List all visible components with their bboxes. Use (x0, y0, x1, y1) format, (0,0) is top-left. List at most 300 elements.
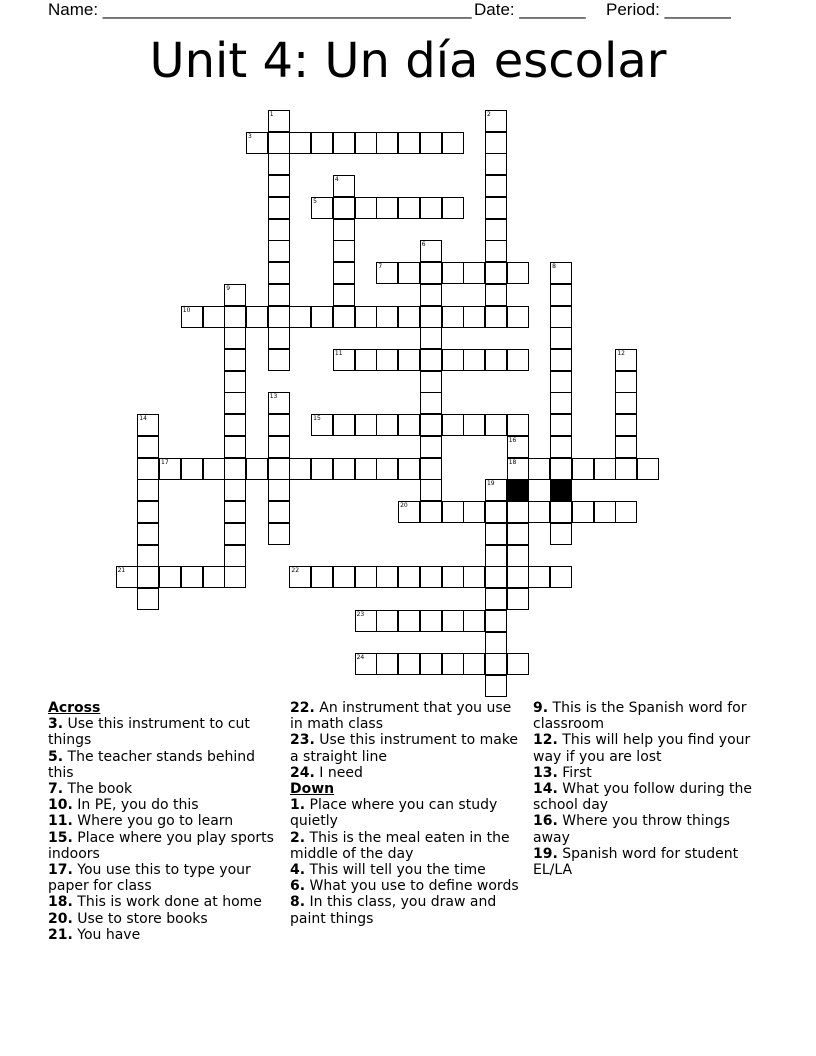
grid-cell[interactable] (420, 240, 442, 262)
grid-cell[interactable] (463, 501, 485, 523)
grid-cell[interactable] (311, 306, 333, 328)
clue-number: 7. (48, 781, 64, 798)
grid-cell[interactable] (485, 153, 507, 175)
clue-item (48, 830, 278, 862)
grid-cell[interactable] (268, 501, 290, 523)
cell-number: 9 (226, 284, 231, 292)
cell-number: 3 (247, 132, 252, 140)
clue-number: 15. (48, 829, 73, 846)
clue-number: 21. (48, 926, 73, 943)
grid-cell[interactable] (116, 566, 138, 588)
grid-cell[interactable] (333, 284, 355, 306)
grid-cell[interactable] (268, 392, 290, 414)
grid-cell[interactable] (615, 501, 637, 523)
grid-cell[interactable] (485, 523, 507, 545)
grid-cell[interactable] (420, 284, 442, 306)
grid-cell[interactable] (463, 653, 485, 675)
grid-cell[interactable] (159, 458, 181, 480)
grid-cell[interactable] (550, 371, 572, 393)
grid-cell[interactable] (333, 458, 355, 480)
cell-number: 11 (334, 350, 343, 358)
grid-cell[interactable] (181, 458, 203, 480)
grid-cell[interactable] (594, 501, 616, 523)
grid-cell[interactable] (224, 545, 246, 567)
grid-cell[interactable] (485, 219, 507, 241)
grid-cell[interactable] (137, 436, 159, 458)
grid-cell[interactable] (376, 197, 398, 219)
grid-cell[interactable] (594, 458, 616, 480)
grid-cell[interactable] (268, 262, 290, 284)
grid-cell[interactable] (420, 458, 442, 480)
grid-cell[interactable] (224, 284, 246, 306)
grid-cell[interactable] (398, 566, 420, 588)
grid-cell[interactable] (420, 349, 442, 371)
grid-cell[interactable] (550, 392, 572, 414)
clue-text: I need (319, 764, 363, 781)
grid-cell[interactable] (203, 566, 225, 588)
grid-cell[interactable] (398, 610, 420, 632)
grid-cell[interactable] (485, 262, 507, 284)
clue-number: 8. (290, 894, 306, 911)
grid-cell[interactable] (268, 349, 290, 371)
grid-cell[interactable] (398, 306, 420, 328)
name-field-label: Name: _______________________________________ (48, 0, 472, 19)
clue-number: 23. (290, 732, 315, 749)
clues-column-3 (533, 700, 763, 878)
grid-cell[interactable] (333, 262, 355, 284)
grid-cell[interactable] (507, 436, 529, 458)
grid-cell[interactable] (485, 632, 507, 654)
grid-cell[interactable] (420, 262, 442, 284)
grid-cell[interactable] (355, 306, 377, 328)
grid-cell[interactable] (550, 523, 572, 545)
grid-cell[interactable] (485, 610, 507, 632)
grid-cell[interactable] (311, 414, 333, 436)
clue-item (48, 716, 278, 748)
grid-cell[interactable] (398, 653, 420, 675)
grid-cell[interactable] (311, 132, 333, 154)
clue-number: 4. (290, 862, 306, 879)
grid-cell[interactable] (355, 458, 377, 480)
grid-cell[interactable] (376, 414, 398, 436)
clue-number: 20. (48, 910, 73, 927)
grid-cell[interactable] (246, 458, 268, 480)
clue-number: 1. (290, 797, 306, 814)
grid-cell[interactable] (137, 545, 159, 567)
clue-number: 16. (533, 813, 558, 830)
grid-cell[interactable] (376, 262, 398, 284)
grid-cell[interactable] (615, 458, 637, 480)
clue-text: You have (77, 926, 141, 943)
grid-cell[interactable] (398, 262, 420, 284)
across-clue-list (48, 716, 278, 943)
grid-cell[interactable] (137, 501, 159, 523)
grid-cell[interactable] (615, 392, 637, 414)
grid-cell[interactable] (485, 566, 507, 588)
cell-number: 20 (400, 502, 408, 510)
grid-cell[interactable] (615, 371, 637, 393)
grid-cell[interactable] (398, 132, 420, 154)
clue-text: Use this instrument to cut things (48, 716, 250, 749)
grid-cell[interactable] (224, 566, 246, 588)
clue-item (533, 813, 763, 845)
grid-cell[interactable] (420, 327, 442, 349)
grid-cell[interactable] (311, 197, 333, 219)
grid-cell[interactable] (398, 501, 420, 523)
grid-cell[interactable] (137, 458, 159, 480)
clue-number: 6. (290, 878, 306, 895)
grid-cell[interactable] (485, 284, 507, 306)
grid-cell[interactable] (224, 306, 246, 328)
clue-item (48, 813, 278, 829)
grid-cell[interactable] (224, 479, 246, 501)
grid-cell[interactable] (550, 306, 572, 328)
grid-cell[interactable] (463, 349, 485, 371)
grid-cell[interactable] (485, 653, 507, 675)
grid-cell[interactable] (463, 566, 485, 588)
grid-cell[interactable] (550, 262, 572, 284)
clue-text: Use this instrument to make a straight line (290, 732, 519, 765)
clue-text: What you follow during the school day (533, 781, 753, 814)
clue-item (290, 894, 520, 926)
grid-cell[interactable] (268, 523, 290, 545)
clue-text: In this class, you draw and paint things (290, 894, 497, 927)
clue-item (533, 781, 763, 813)
grid-cell[interactable] (507, 588, 529, 610)
grid-cell[interactable] (463, 262, 485, 284)
clue-text: What you use to define words (309, 878, 519, 895)
grid-cell[interactable] (507, 523, 529, 545)
clue-text: Place where you play sports indoors (48, 829, 274, 862)
clue-item (290, 797, 520, 829)
grid-cell[interactable] (442, 306, 464, 328)
grid-cell[interactable] (463, 414, 485, 436)
clue-text: This is work done at home (77, 894, 262, 911)
grid-cell[interactable] (137, 523, 159, 545)
clue-item (290, 878, 520, 894)
cell-number: 5 (313, 197, 317, 205)
grid-cell[interactable] (376, 132, 398, 154)
grid-cell[interactable] (420, 653, 442, 675)
clue-text: First (562, 764, 592, 781)
cell-number: 24 (356, 654, 365, 662)
clue-text: This will help you find your way if you are lost (533, 732, 751, 765)
grid-cell[interactable] (507, 349, 529, 371)
grid-cell[interactable] (224, 523, 246, 545)
grid-cell[interactable] (137, 414, 159, 436)
grid-cell[interactable] (333, 566, 355, 588)
grid-cell[interactable] (442, 501, 464, 523)
grid-cell[interactable] (268, 240, 290, 262)
grid-cell[interactable] (355, 414, 377, 436)
grid-cell[interactable] (420, 371, 442, 393)
grid-cell[interactable] (224, 436, 246, 458)
cell-number: 21 (117, 567, 126, 575)
grid-cell[interactable] (420, 414, 442, 436)
grid-cell[interactable] (398, 197, 420, 219)
grid-cell[interactable] (333, 197, 355, 219)
grid-cell[interactable] (485, 306, 507, 328)
grid-cell[interactable] (507, 458, 529, 480)
grid-cell[interactable] (268, 327, 290, 349)
clue-text: This is the meal eaten in the middle of the day (290, 829, 510, 862)
cell-number: 16 (508, 436, 517, 444)
grid-cell[interactable] (550, 458, 572, 480)
grid-cell[interactable] (398, 349, 420, 371)
clue-item (290, 862, 520, 878)
clue-item (48, 797, 278, 813)
grid-cell[interactable] (376, 349, 398, 371)
grid-cell[interactable] (246, 132, 268, 154)
grid-cell[interactable] (550, 501, 572, 523)
grid-cell[interactable] (420, 436, 442, 458)
clue-text: This will tell you the time (309, 862, 486, 879)
grid-cell[interactable] (333, 132, 355, 154)
clue-number: 12. (533, 732, 558, 749)
grid-cell[interactable] (224, 371, 246, 393)
cell-number: 18 (508, 458, 517, 466)
grid-cell[interactable] (615, 436, 637, 458)
cell-number: 6 (421, 241, 426, 249)
grid-cell[interactable] (355, 610, 377, 632)
grid-cell[interactable] (246, 306, 268, 328)
clue-number: 17. (48, 862, 73, 879)
grid-cell[interactable] (507, 414, 529, 436)
clue-item (533, 700, 763, 732)
cell-number: 1 (269, 111, 274, 118)
grid-cell[interactable] (355, 197, 377, 219)
clue-text: Where you throw things away (533, 813, 730, 846)
grid-cell[interactable] (224, 392, 246, 414)
grid-cell[interactable] (376, 610, 398, 632)
grid-cell[interactable] (442, 566, 464, 588)
date-field-label: Date: _______ (474, 0, 586, 19)
clue-number: 13. (533, 764, 558, 781)
grid-cell[interactable] (442, 653, 464, 675)
grid-cell[interactable] (268, 306, 290, 328)
clue-item (48, 911, 278, 927)
cell-number: 10 (182, 306, 191, 314)
page-title: Unit 4: Un día escolar (149, 33, 667, 89)
grid-cell[interactable] (289, 458, 311, 480)
cell-number: 7 (378, 263, 383, 271)
grid-cell[interactable] (485, 545, 507, 567)
grid-cell[interactable] (376, 458, 398, 480)
grid-cell[interactable] (268, 284, 290, 306)
grid-cell[interactable] (615, 414, 637, 436)
grid-cell[interactable] (485, 175, 507, 197)
grid-cell[interactable] (442, 414, 464, 436)
grid-cell[interactable] (159, 566, 181, 588)
grid-cell[interactable] (420, 479, 442, 501)
grid-cell[interactable] (442, 132, 464, 154)
grid-cell[interactable] (398, 458, 420, 480)
clue-item (533, 732, 763, 764)
grid-cell[interactable] (268, 414, 290, 436)
grid-cell[interactable] (485, 501, 507, 523)
grid-cell-black (507, 479, 529, 501)
grid-cell[interactable] (528, 458, 550, 480)
grid-cell[interactable] (442, 610, 464, 632)
grid-cell[interactable] (333, 175, 355, 197)
grid-cell[interactable] (485, 240, 507, 262)
grid-cell[interactable] (289, 132, 311, 154)
cell-number: 2 (486, 111, 491, 118)
cell-number: 13 (269, 393, 278, 401)
grid-cell[interactable] (550, 414, 572, 436)
grid-cell[interactable] (507, 566, 529, 588)
grid-cell[interactable] (550, 566, 572, 588)
cell-number: 8 (552, 263, 556, 271)
down-clue-list (290, 797, 520, 927)
cell-number: 15 (313, 415, 321, 423)
grid-cell[interactable] (398, 414, 420, 436)
grid-cell[interactable] (355, 349, 377, 371)
grid-cell[interactable] (420, 132, 442, 154)
grid-cell[interactable] (420, 566, 442, 588)
clue-number: 5. (48, 748, 64, 765)
grid-cell[interactable] (507, 501, 529, 523)
grid-cell[interactable] (355, 653, 377, 675)
grid-cell[interactable] (485, 414, 507, 436)
grid-cell[interactable] (485, 349, 507, 371)
grid-cell[interactable] (268, 436, 290, 458)
grid-cell[interactable] (420, 392, 442, 414)
grid-cell[interactable] (224, 458, 246, 480)
clues-column-2 (290, 700, 520, 927)
grid-cell[interactable] (333, 240, 355, 262)
clue-item (290, 700, 520, 732)
grid-cell[interactable] (442, 262, 464, 284)
grid-cell[interactable] (376, 306, 398, 328)
clue-item (48, 927, 278, 943)
grid-cell[interactable] (203, 306, 225, 328)
grid-cell[interactable] (550, 349, 572, 371)
clue-item (533, 846, 763, 878)
cell-number: 17 (161, 458, 169, 466)
clue-item (48, 862, 278, 894)
grid-cell[interactable] (268, 132, 290, 154)
clue-item (290, 765, 520, 781)
clue-number: 14. (533, 781, 558, 798)
grid-cell[interactable] (333, 414, 355, 436)
grid-cell[interactable] (485, 110, 507, 132)
grid-cell-black (550, 479, 572, 501)
clue-text: This is the Spanish word for classroom (533, 700, 747, 733)
clue-text: An instrument that you use in math class (290, 700, 512, 733)
grid-cell[interactable] (637, 458, 659, 480)
grid-cell[interactable] (485, 132, 507, 154)
clue-text: Place where you can study quietly (290, 797, 498, 830)
grid-cell[interactable] (289, 566, 311, 588)
cell-number: 4 (334, 176, 339, 184)
grid-cell[interactable] (550, 436, 572, 458)
grid-cell[interactable] (333, 306, 355, 328)
grid-cell[interactable] (268, 153, 290, 175)
grid-cell[interactable] (181, 306, 203, 328)
grid-cell[interactable] (507, 262, 529, 284)
grid-cell[interactable] (268, 458, 290, 480)
clue-number: 24. (290, 764, 315, 781)
grid-cell[interactable] (615, 349, 637, 371)
grid-cell[interactable] (268, 197, 290, 219)
grid-cell[interactable] (268, 175, 290, 197)
cell-number: 23 (356, 610, 365, 618)
grid-cell[interactable] (485, 197, 507, 219)
grid-cell[interactable] (268, 110, 290, 132)
cell-number: 14 (139, 415, 147, 423)
cell-number: 22 (291, 567, 300, 575)
clue-number: 22. (290, 700, 315, 716)
grid-cell[interactable] (224, 414, 246, 436)
grid-cell[interactable] (420, 501, 442, 523)
grid-cell[interactable] (420, 306, 442, 328)
grid-cell[interactable] (420, 610, 442, 632)
down-heading: Down (290, 781, 335, 798)
grid-cell[interactable] (485, 675, 507, 697)
grid-cell[interactable] (485, 588, 507, 610)
grid-cell[interactable] (442, 349, 464, 371)
grid-cell[interactable] (572, 501, 594, 523)
clue-text: The book (67, 781, 133, 798)
grid-cell[interactable] (268, 219, 290, 241)
grid-cell[interactable] (507, 306, 529, 328)
clue-item (533, 765, 763, 781)
grid-cell[interactable] (311, 566, 333, 588)
grid-cell[interactable] (507, 653, 529, 675)
grid-cell[interactable] (137, 566, 159, 588)
grid-cell[interactable] (203, 458, 225, 480)
grid-cell[interactable] (333, 219, 355, 241)
grid-cell[interactable] (463, 306, 485, 328)
grid-cell[interactable] (224, 349, 246, 371)
grid-cell[interactable] (355, 132, 377, 154)
clue-text: Use to store books (77, 910, 208, 927)
grid-cell[interactable] (528, 501, 550, 523)
clue-text: Spanish word for student EL/LA (533, 845, 739, 879)
grid-cell[interactable] (376, 566, 398, 588)
grid-cell[interactable] (355, 566, 377, 588)
grid-cell[interactable] (333, 349, 355, 371)
clue-number: 18. (48, 894, 73, 911)
grid-cell[interactable] (550, 327, 572, 349)
grid-cell[interactable] (311, 458, 333, 480)
grid-cell[interactable] (224, 327, 246, 349)
grid-cell[interactable] (528, 566, 550, 588)
across-clue-list-continued (290, 700, 520, 781)
clue-number: 10. (48, 797, 73, 814)
cell-number: 19 (486, 480, 495, 488)
grid-cell[interactable] (137, 588, 159, 610)
grid-cell[interactable] (224, 501, 246, 523)
grid-cell[interactable] (485, 479, 507, 501)
grid-cell[interactable] (463, 610, 485, 632)
grid-cell[interactable] (181, 566, 203, 588)
clue-item (290, 732, 520, 764)
grid-cell[interactable] (137, 479, 159, 501)
grid-cell[interactable] (376, 653, 398, 675)
grid-cell[interactable] (550, 284, 572, 306)
grid-cell[interactable] (442, 197, 464, 219)
grid-cell[interactable] (507, 545, 529, 567)
grid-cell[interactable] (420, 197, 442, 219)
grid-cell[interactable] (289, 306, 311, 328)
cell-number: 12 (617, 350, 625, 358)
grid-cell[interactable] (268, 479, 290, 501)
clue-item (48, 749, 278, 781)
period-field-label: Period: _______ (606, 0, 731, 19)
grid-cell[interactable] (572, 458, 594, 480)
